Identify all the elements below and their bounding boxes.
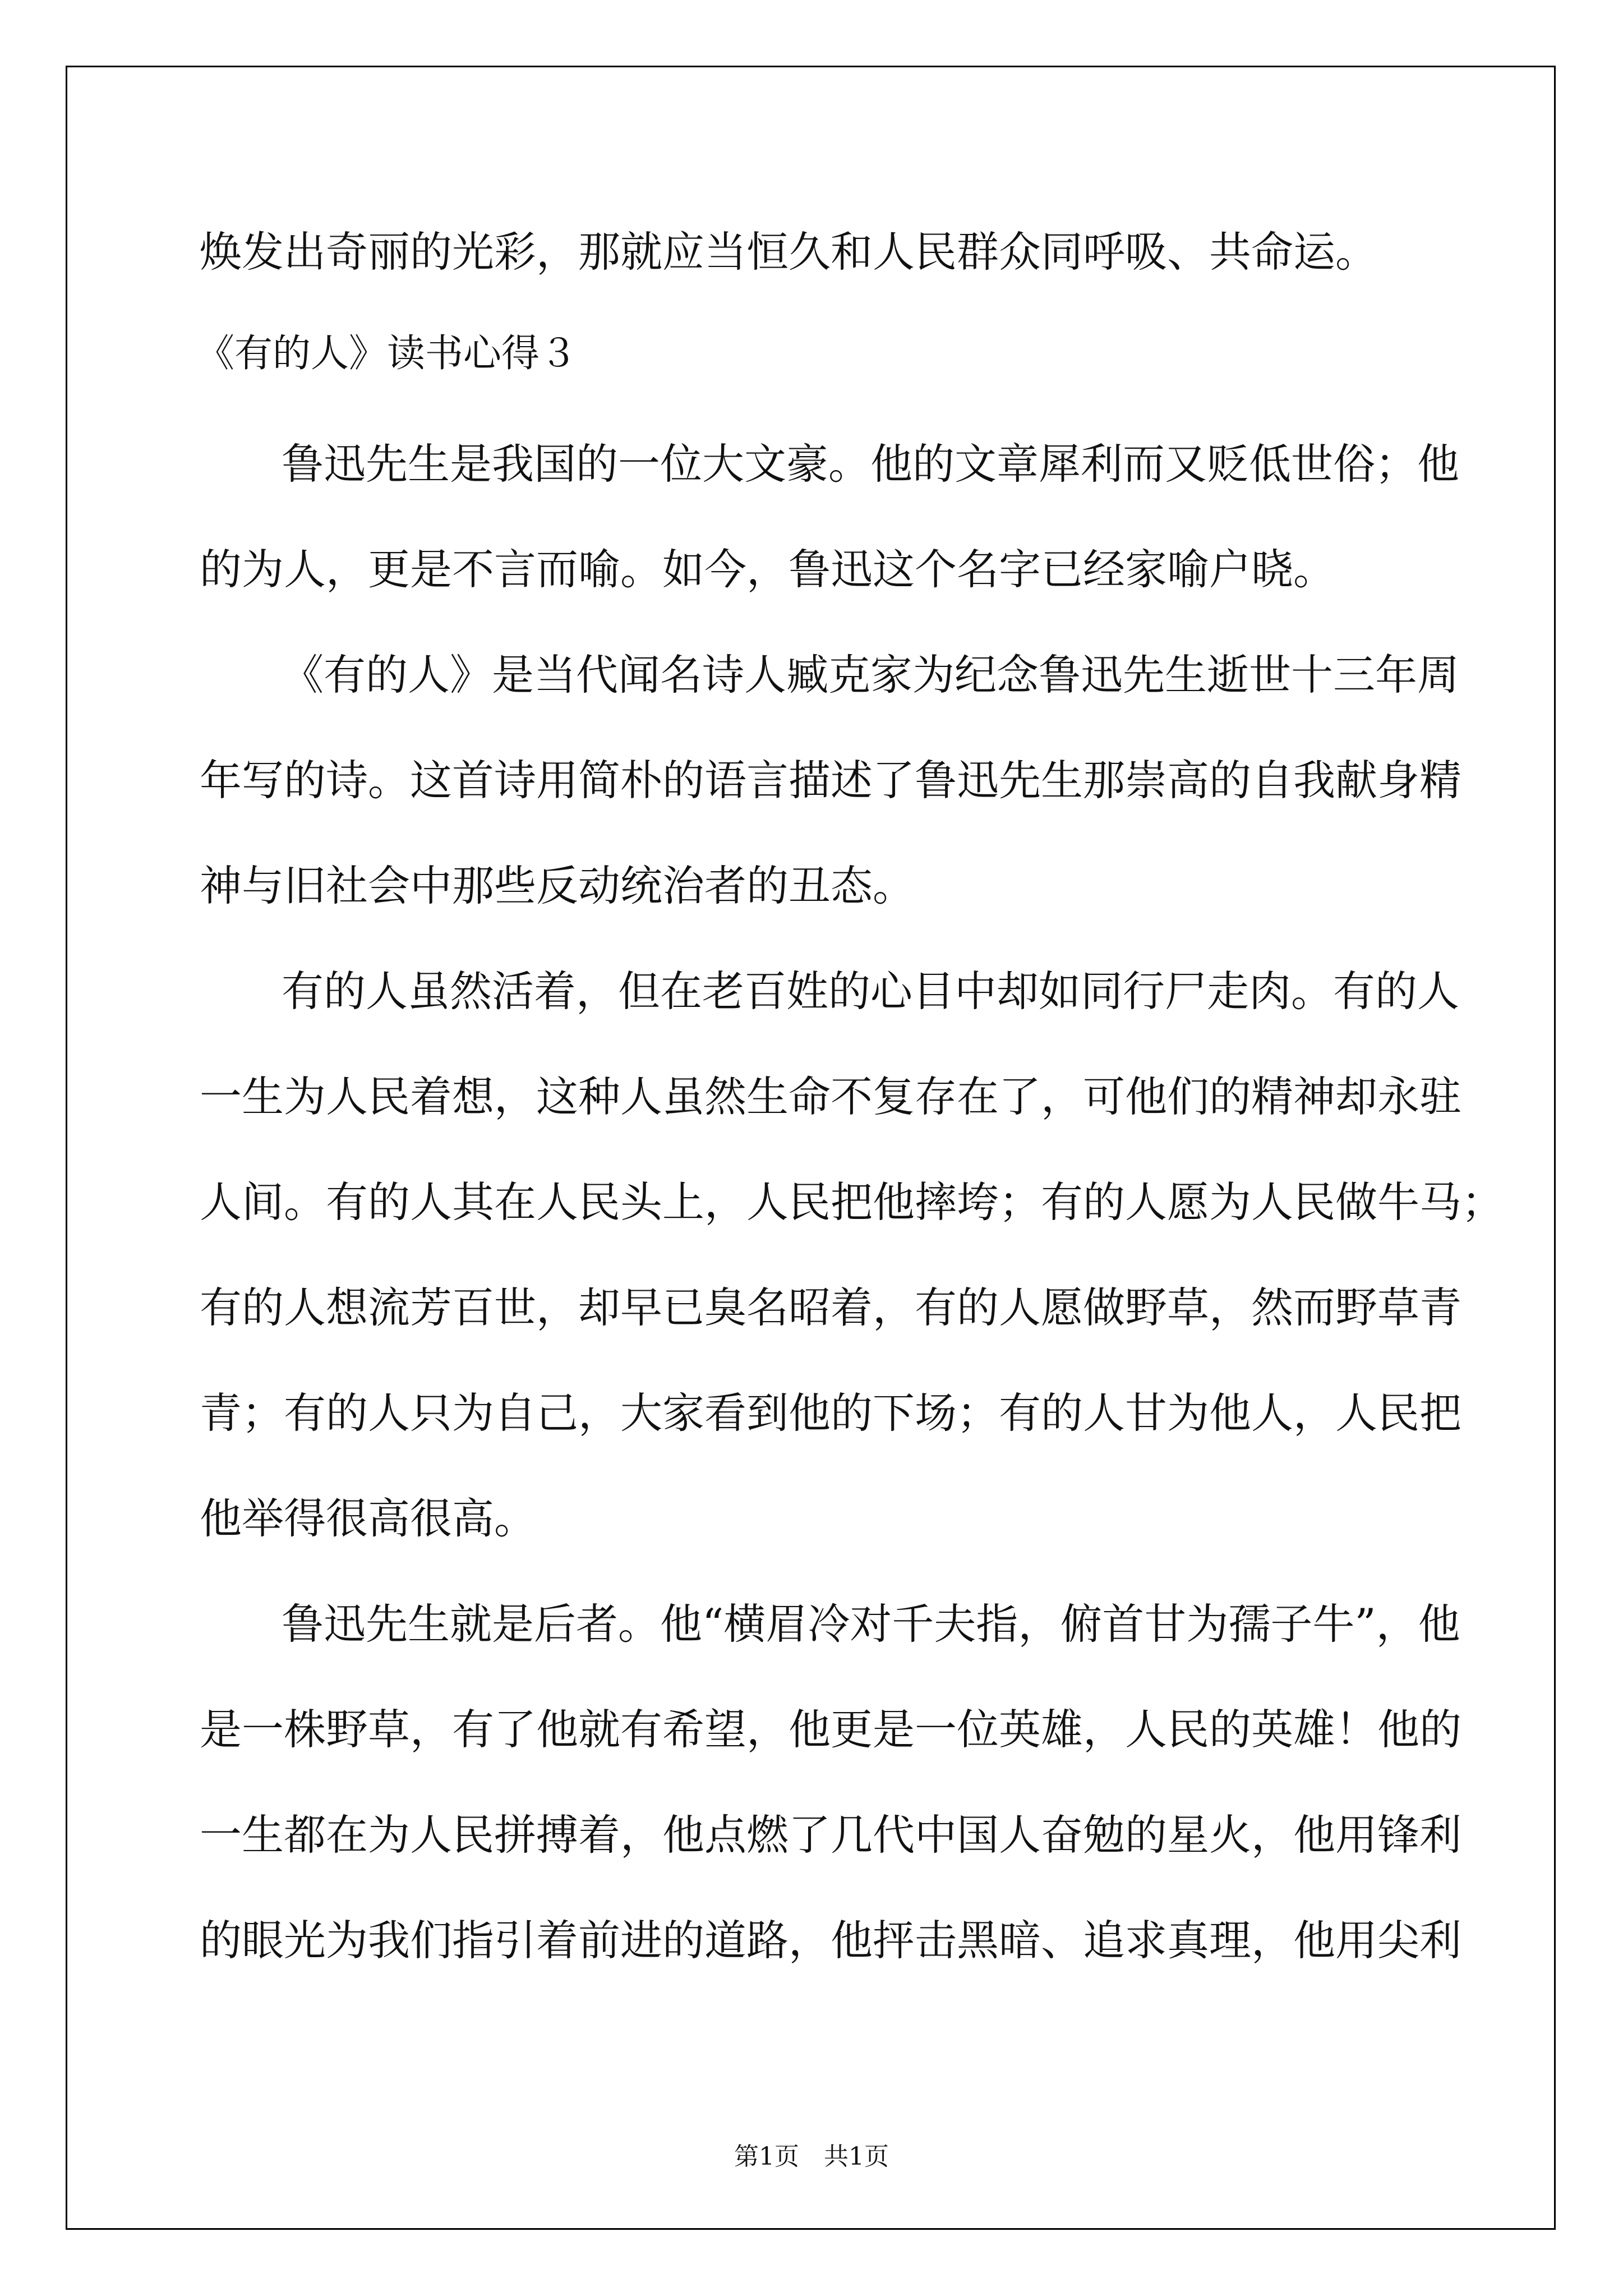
paragraph-line: 是一株野草，有了他就有希望，他更是一位英雄，人民的英雄！他的 [200, 1705, 1462, 1754]
paragraph-line: 年写的诗。这首诗用简朴的语言描述了鲁迅先生那崇高的自我献身精 [200, 756, 1462, 805]
page-number-footer: 第1页 共1页 [734, 2142, 889, 2171]
paragraph-line: 他举得很高很高。 [200, 1494, 537, 1543]
page-border [66, 66, 1556, 2230]
paragraph-line: 鲁迅先生是我国的一位大文豪。他的文章犀利而又贬低世俗；他 [282, 439, 1460, 489]
section-title: 《有的人》读书心得３ [196, 332, 578, 376]
paragraph-line: 神与旧社会中那些反动统治者的丑态。 [200, 861, 915, 910]
paragraph-line: 有的人想流芳百世，却早已臭名昭着，有的人愿做野草，然而野草青 [200, 1283, 1462, 1332]
paragraph-line: 焕发出奇丽的光彩，那就应当恒久和人民群众同呼吸、共命运。 [200, 227, 1378, 277]
paragraph-line: 一生都在为人民拼搏着，他点燃了几代中国人奋勉的星火，他用锋利 [200, 1810, 1462, 1860]
paragraph-line: 人间。有的人其在人民头上，人民把他摔垮；有的人愿为人民做牛马； [200, 1177, 1504, 1227]
paragraph-line: 有的人虽然活着，但在老百姓的心目中却如同行尸走肉。有的人 [282, 967, 1460, 1016]
paragraph-line: 一生为人民着想，这种人虽然生命不复存在了，可他们的精神却永驻 [200, 1072, 1462, 1121]
paragraph-line: 青；有的人只为自己，大家看到他的下场；有的人甘为他人，人民把 [200, 1388, 1462, 1438]
paragraph-line: 的眼光为我们指引着前进的道路，他抨击黑暗、追求真理，他用尖利 [200, 1916, 1462, 1965]
paragraph-line: 鲁迅先生就是后者。他“横眉冷对千夫指，俯首甘为孺子牛”，他 [282, 1599, 1460, 1649]
paragraph-line: 《有的人》是当代闻名诗人臧克家为纪念鲁迅先生逝世十三年周 [282, 650, 1460, 700]
paragraph-line: 的为人，更是不言而喻。如今，鲁迅这个名字已经家喻户晓。 [200, 545, 1336, 594]
